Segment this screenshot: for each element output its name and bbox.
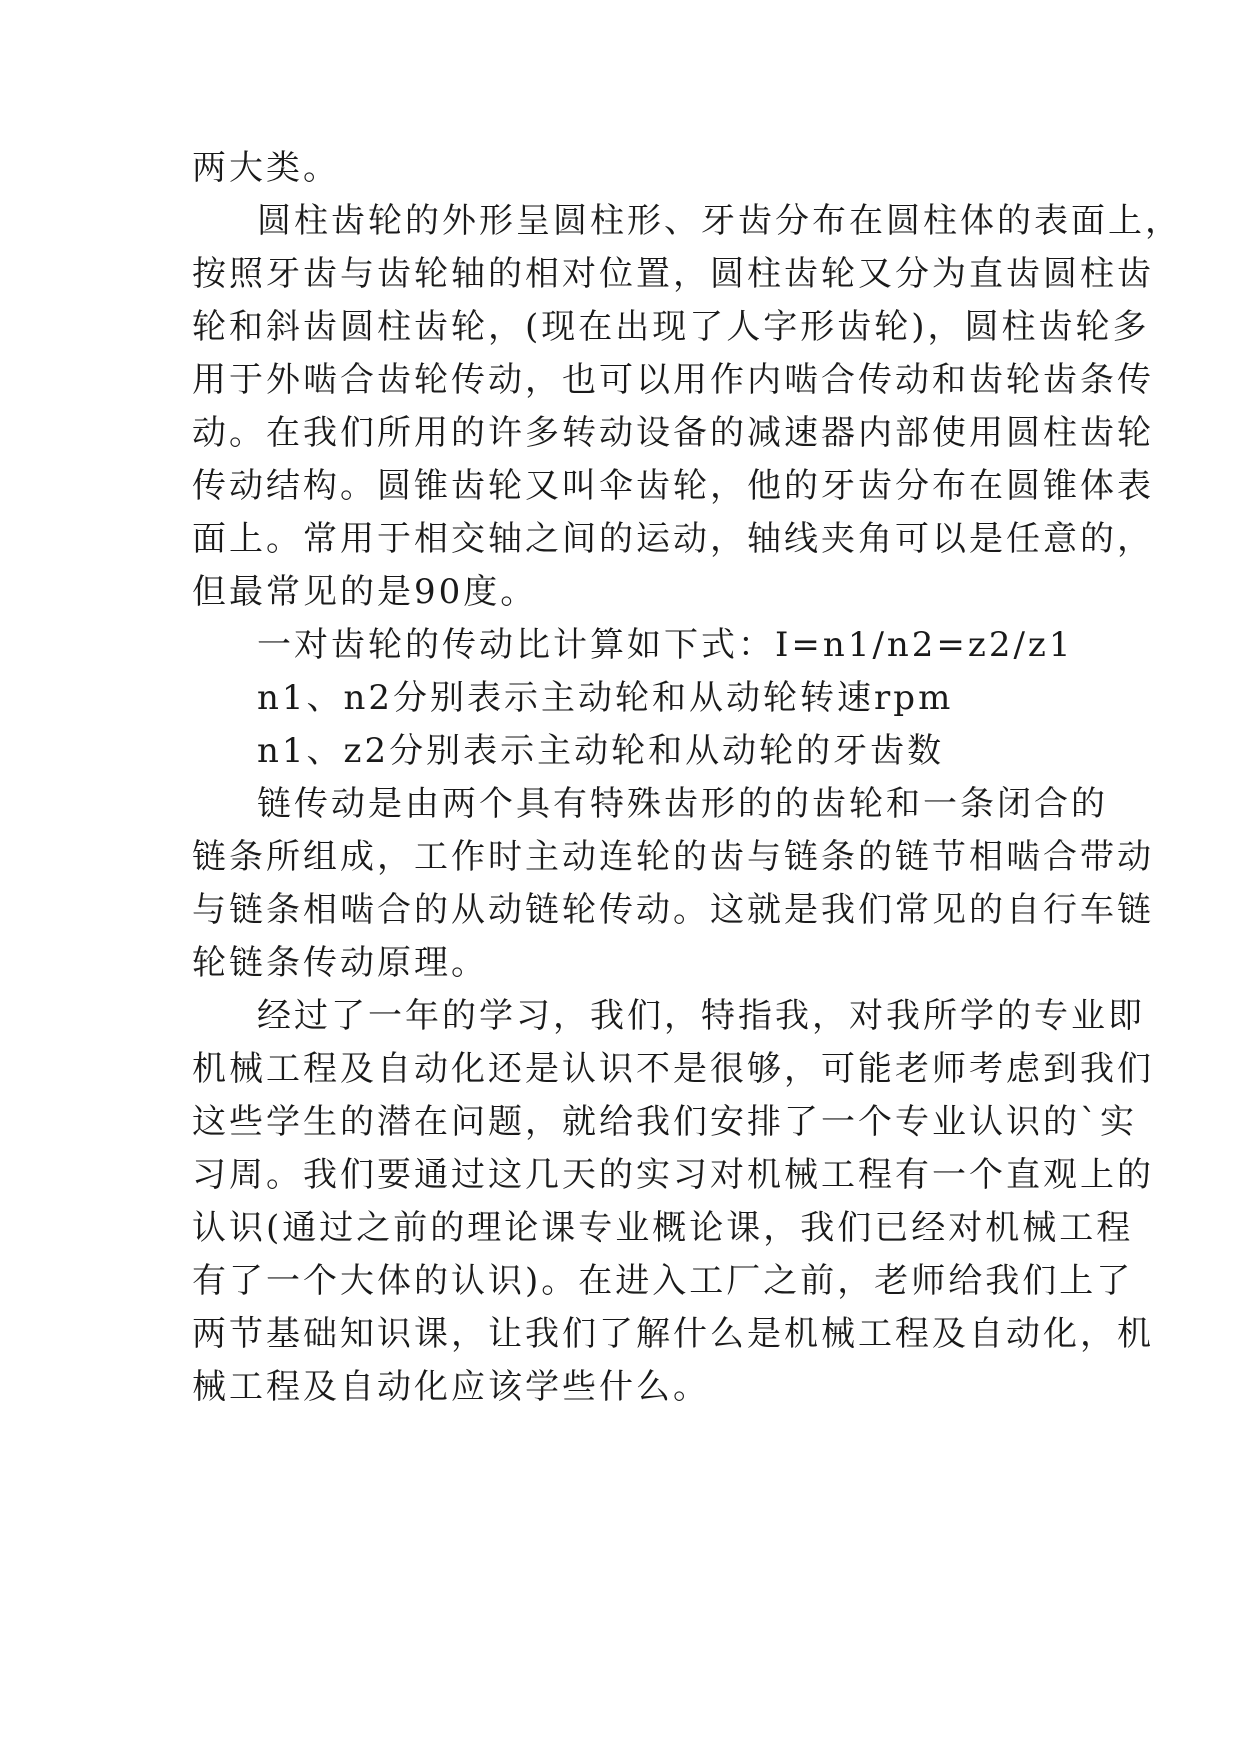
- text-line: 械工程及自动化应该学些什么。: [192, 1367, 710, 1407]
- text-line: 认识(通过之前的理论课专业概论课，我们已经对机械工程: [192, 1208, 1134, 1248]
- text-line: 传动结构。圆锥齿轮又叫伞齿轮，他的牙齿分布在圆锥体表: [192, 466, 1154, 506]
- text-line: 轮链条传动原理。: [192, 943, 488, 983]
- text-line: 用于外啮合齿轮传动，也可以用作内啮合传动和齿轮齿条传: [192, 360, 1154, 400]
- text-line: 圆柱齿轮的外形呈圆柱形、牙齿分布在圆柱体的表面上，: [257, 201, 1182, 241]
- text-line: 经过了一年的学习，我们，特指我，对我所学的专业即: [257, 996, 1145, 1036]
- text-line: 但最常见的是90度。: [192, 572, 538, 612]
- text-line: n1、z2分别表示主动轮和从动轮的牙齿数: [257, 731, 945, 771]
- text-line: 动。在我们所用的许多转动设备的减速器内部使用圆柱齿轮: [192, 413, 1154, 453]
- text-line: n1、n2分别表示主动轮和从动轮转速rpm: [257, 678, 954, 718]
- text-line: 习周。我们要通过这几天的实习对机械工程有一个直观上的: [192, 1155, 1154, 1195]
- text-line: 链条所组成，工作时主动连轮的齿与链条的链节相啮合带动: [192, 837, 1154, 877]
- text-line: 两节基础知识课，让我们了解什么是机械工程及自动化，机: [192, 1314, 1154, 1354]
- text-line: 一对齿轮的传动比计算如下式：I=n1/n2=z2/z1: [257, 625, 1074, 665]
- text-line: 与链条相啮合的从动链轮传动。这就是我们常见的自行车链: [192, 890, 1154, 930]
- text-line: 机械工程及自动化还是认识不是很够，可能老师考虑到我们: [192, 1049, 1154, 1089]
- text-line: 按照牙齿与齿轮轴的相对位置，圆柱齿轮又分为直齿圆柱齿: [192, 254, 1154, 294]
- text-line: 轮和斜齿圆柱齿轮，(现在出现了人字形齿轮)，圆柱齿轮多: [192, 307, 1150, 347]
- text-line: 这些学生的潜在问题，就给我们安排了一个专业认识的`实: [192, 1102, 1137, 1142]
- text-line: 两大类。: [192, 148, 340, 188]
- text-line: 链传动是由两个具有特殊齿形的的齿轮和一条闭合的: [257, 784, 1108, 824]
- text-line: 面上。常用于相交轴之间的运动，轴线夹角可以是任意的，: [192, 519, 1154, 559]
- text-line: 有了一个大体的认识)。在进入工厂之前，老师给我们上了: [192, 1261, 1134, 1301]
